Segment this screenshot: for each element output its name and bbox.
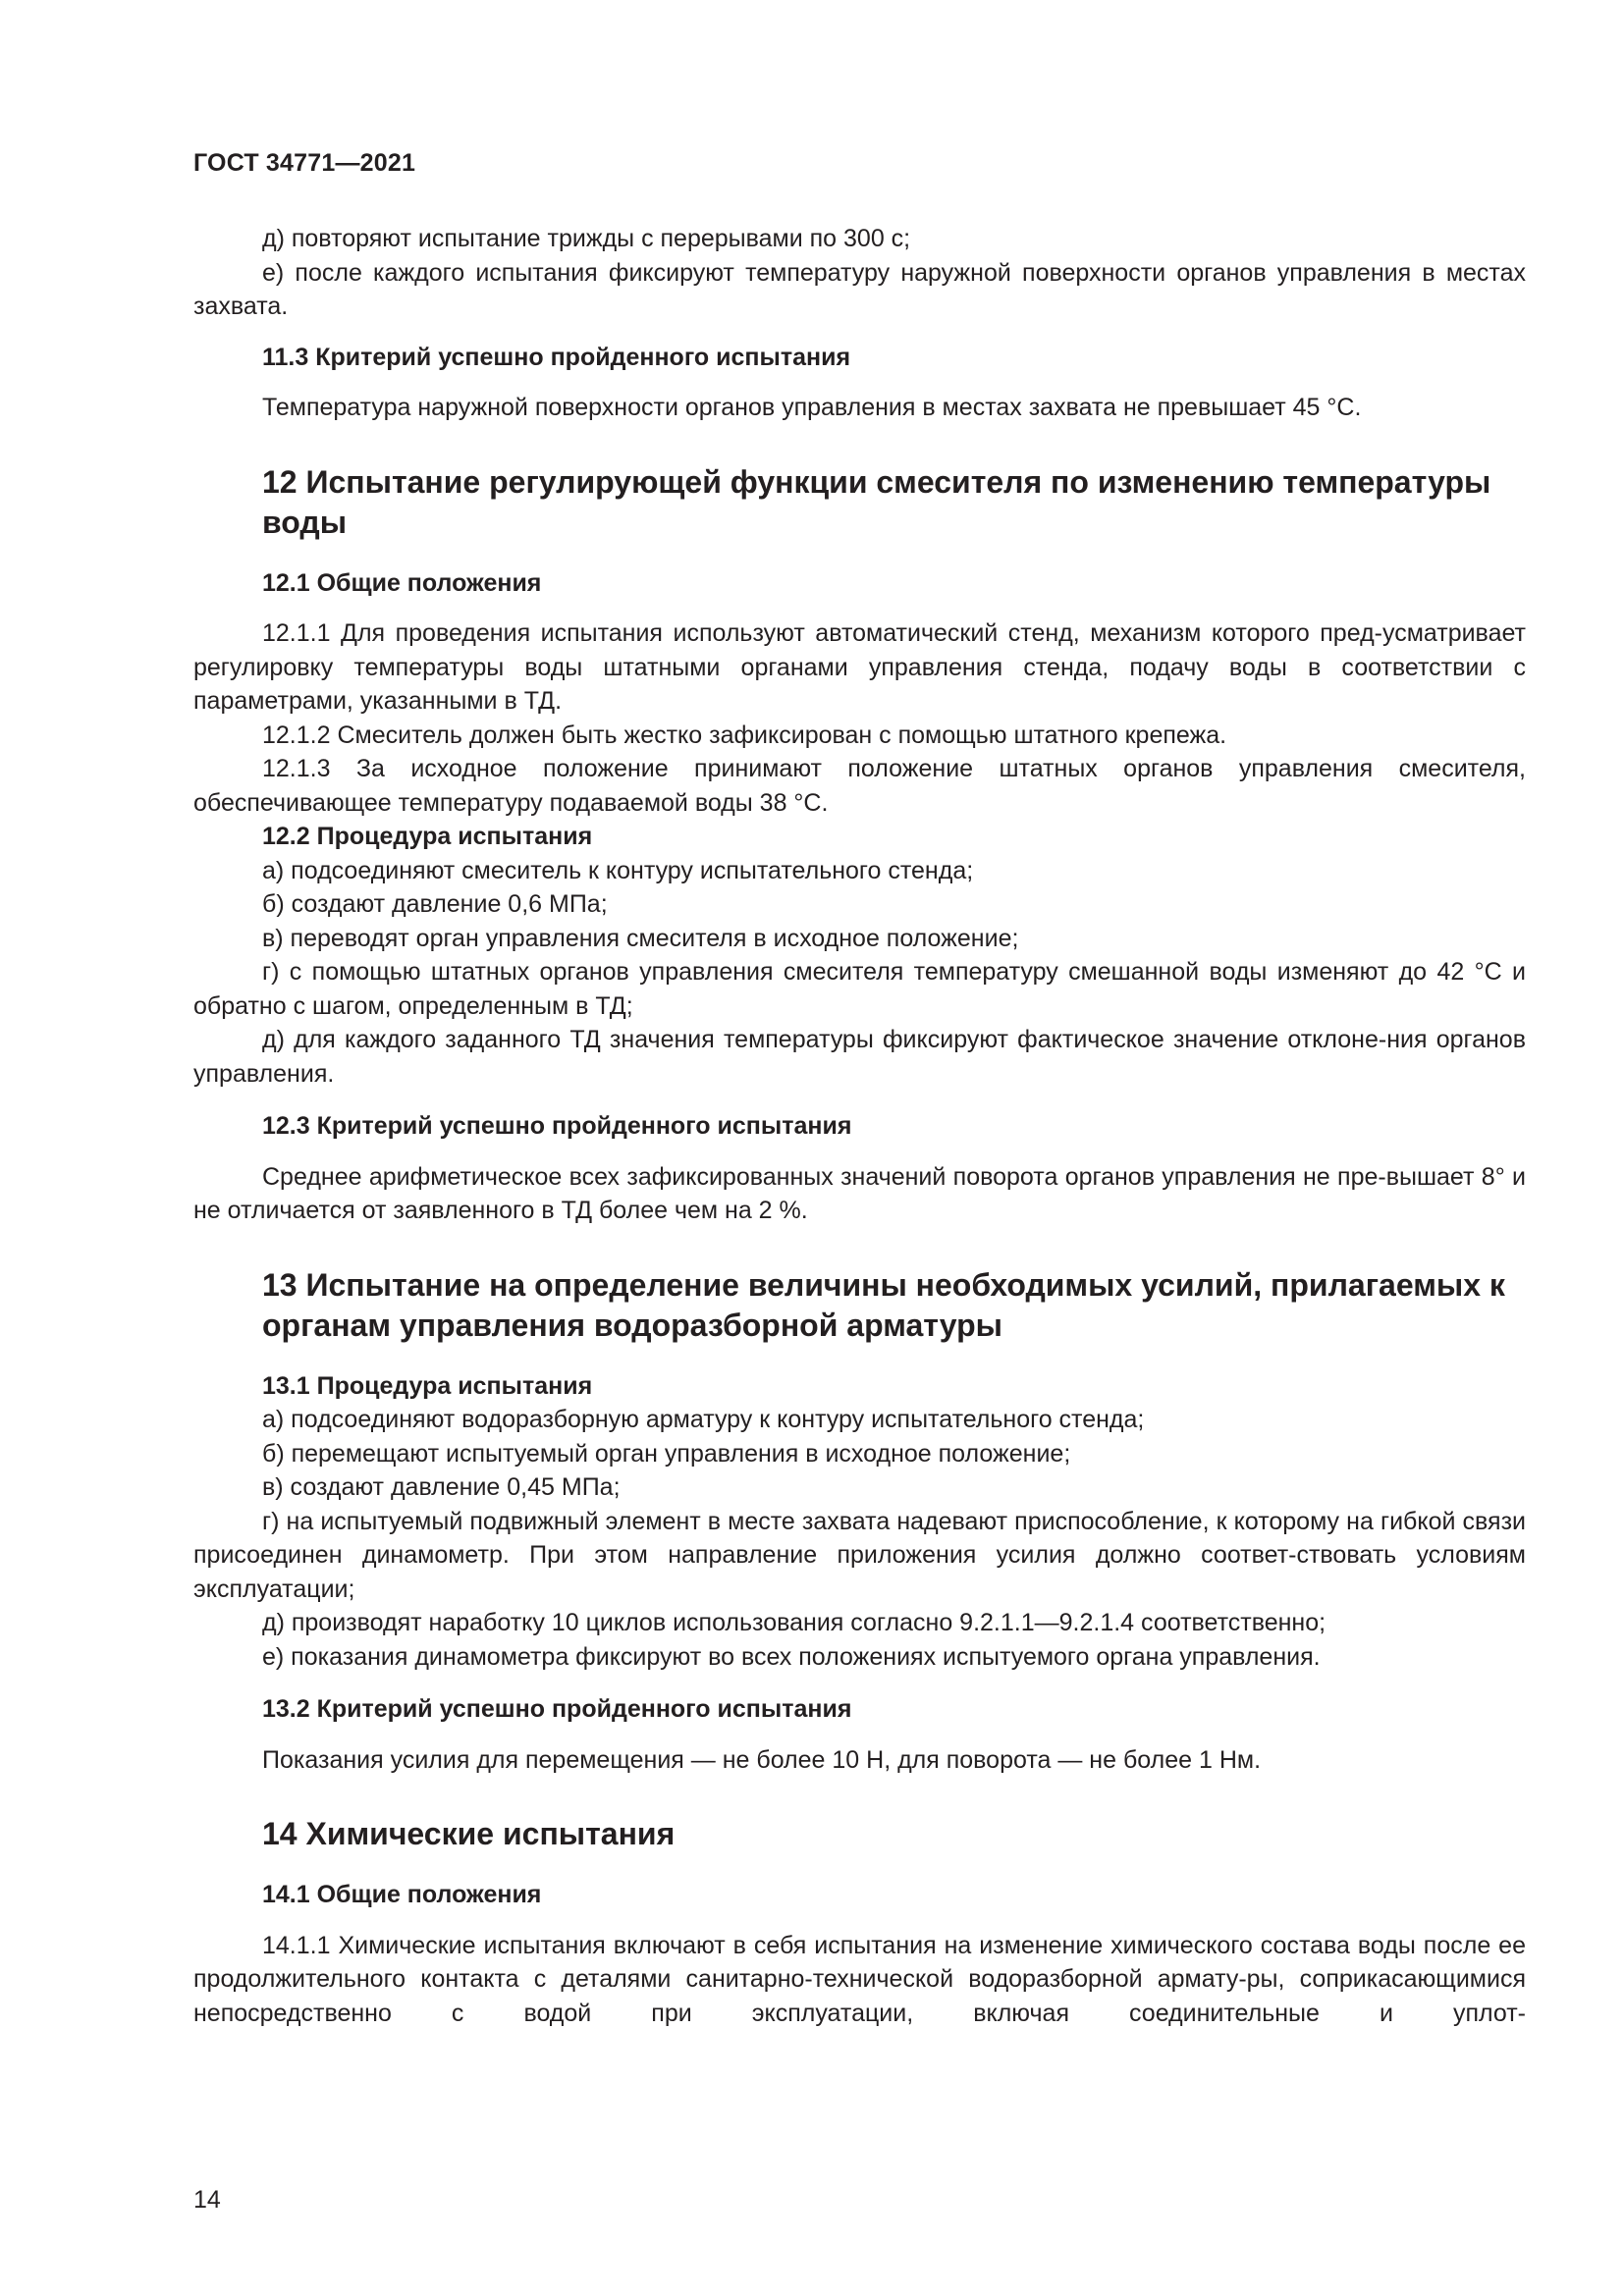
subsection-heading: 13.1 Процедура испытания — [262, 1371, 593, 1400]
section-heading: 14 Химические испытания — [262, 1816, 676, 1851]
list-item: е) показания динамометра фиксируют во всех положениях испытуемого органа управления. — [262, 1642, 1321, 1671]
list-item: д) повторяют испытание трижды с перерывами по 300 с; — [262, 225, 911, 252]
list-item: в) создают давление 0,45 МПа; — [262, 1473, 621, 1501]
list-item: а) подсоединяют водоразборную арматуру к контуру испытательного стенда; — [262, 1406, 1145, 1433]
paragraph: 12.1.3 За исходное положение принимают положение штатных органов управления смесителя, обеспечивающее температуру подаваемой воды 38 °С. — [193, 755, 1526, 817]
list-item: е) после каждого испытания фиксируют температуру наружной поверхности органов управления в местах захвата. — [193, 258, 1526, 320]
document-code-header: ГОСТ 34771—2021 — [193, 149, 416, 177]
paragraph: 12.1.1 Для проведения испытания используют автоматический стенд, механизм которого пред-усматривает регулировку температуры воды штатными органами управления стенда, подачу воды в соответствии с параметрами, указанными в ТД. — [193, 619, 1526, 715]
subsection-heading: 13.2 Критерий успешно пройденного испытания — [262, 1695, 852, 1723]
paragraph: Показания усилия для перемещения — не более 10 Н, для поворота — не более 1 Нм. — [262, 1745, 1262, 1774]
list-item: г) на испытуемый подвижный элемент в месте захвата надевают приспособление, к которому на гибкой связи присоединен динамометр. При этом направление приложения усилия должно соответ-ствовать условиям эксплуатации; — [193, 1507, 1526, 1603]
list-item: д) производят наработку 10 циклов использования согласно 9.2.1.1—9.2.1.4 соответственно; — [262, 1609, 1326, 1636]
section-heading: 13 Испытание на определение величины необходимых усилий, прилагаемых к органам управления водоразборной арматуры — [262, 1266, 1505, 1343]
page-number: 14 — [193, 2186, 221, 2214]
subsection-heading: 12.3 Критерий успешно пройденного испытания — [262, 1112, 852, 1140]
paragraph: Температура наружной поверхности органов управления в местах захвата не превышает 45 °С. — [262, 394, 1362, 421]
list-item: б) перемещают испытуемый орган управления в исходное положение; — [262, 1439, 1071, 1468]
list-item: б) создают давление 0,6 МПа; — [262, 890, 608, 918]
page-body — [193, 222, 1526, 2030]
section-heading: 12 Испытание регулирующей функции смесителя по изменению температуры воды — [262, 463, 1491, 540]
paragraph: Среднее арифметическое всех зафиксированных значений поворота органов управления не пре-вышает 8° и не отличается от заявленного в ТД более чем на 2 %. — [193, 1162, 1526, 1224]
subsection-heading: 12.2 Процедура испытания — [262, 823, 593, 850]
subsection-heading: 12.1 Общие положения — [262, 568, 542, 597]
list-item: а) подсоединяют смеситель к контуру испытательного стенда; — [262, 856, 974, 884]
list-item: г) с помощью штатных органов управления смесителя температуру смешанной воды изменяют до 42 °С и обратно с шагом, определенным в ТД; — [193, 958, 1526, 1020]
paragraph: 14.1.1 Химические испытания включают в себя испытания на изменение химического состава воды после ее продолжительного контакта с деталями санитарно-технической водоразборной армату-ры, соприкасающимися непосредственно с водой при эксплуатации, включая соединительные и уплот- — [193, 1931, 1526, 2027]
paragraph: 12.1.2 Смеситель должен быть жестко зафиксирован с помощью штатного крепежа. — [262, 721, 1227, 749]
list-item: в) переводят орган управления смесителя в исходное положение; — [262, 924, 1019, 952]
subsection-heading: 11.3 Критерий успешно пройденного испытания — [262, 343, 851, 371]
list-item: д) для каждого заданного ТД значения температуры фиксируют фактическое значение отклоне-ния органов управления. — [193, 1026, 1526, 1088]
subsection-heading: 14.1 Общие положения — [262, 1881, 542, 1908]
